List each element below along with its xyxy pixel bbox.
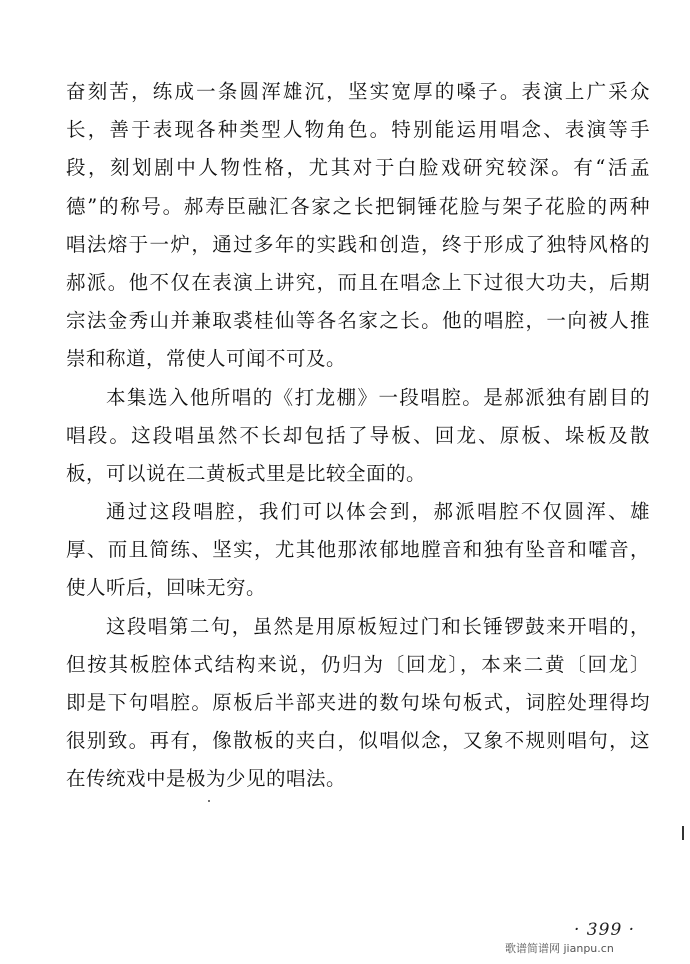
text-line: 唱段。这段唱虽然不长却包括了导板、回龙、原板、垛板及散 <box>66 423 650 447</box>
text-line: 在传统戏中是极为少见的唱法。 <box>66 767 347 791</box>
text-line: 奋刻苦，练成一条圆浑雄沉，坚实宽厚的嗓子。表演上广采众 <box>66 80 650 103</box>
text-line: 德”的称号。郝寿臣融汇各家之长把铜锤花脸与架子花脸的两种 <box>66 194 650 218</box>
text-line: 本集选入他所唱的《打龙棚》一段唱腔。是郝派独有剧目的 <box>106 385 650 409</box>
text-line: 段，刻划剧中人物性格，尤其对于白脸戏研究较深。有“活孟 <box>66 156 650 180</box>
scan-edge-mark <box>682 826 684 840</box>
body-text <box>66 73 650 799</box>
text-line: 厚、而且简练、坚实，尤其他那浓郁地膛音和独有坠音和嚯音， <box>66 538 650 562</box>
text-line: 使人听后，回味无穷。 <box>66 576 267 600</box>
text-line: 这段唱第二句，虽然是用原板短过门和长锤锣鼓来开唱的， <box>106 614 650 638</box>
text-line: 即是下句唱腔。原板后半部夹进的数句垛句板式，词腔处理得均 <box>66 691 650 714</box>
text-line: 很别致。再有，像散板的夹白，似唱似念，又象不规则唱句，这 <box>66 729 650 753</box>
text-line: 板，可以说在二黄板式里是比较全面的。 <box>66 461 427 485</box>
text-line: 郝派。他不仅在表演上讲究，而且在唱念上下过很大功夫，后期 <box>66 270 650 294</box>
text-line: 通过这段唱腔，我们可以体会到，郝派唱腔不仅圆浑、雄 <box>106 500 650 524</box>
page-number: · 399 · <box>574 920 636 940</box>
scan-speck <box>208 800 210 802</box>
text-line: 但按其板腔体式结构来说，仍归为〔回龙〕，本来二黄〔回龙〕 <box>66 652 650 676</box>
text-line: 崇和称道，常使人可闻不可及。 <box>66 347 347 371</box>
text-line: 唱法熔于一炉，通过多年的实践和创造，终于形成了独特风格的 <box>66 232 650 256</box>
watermark: 歌谱简谱网 jianpu.cn <box>505 942 614 955</box>
text-line: 长，善于表现各种类型人物角色。特别能运用唱念、表演等手 <box>66 118 650 142</box>
text-line: 宗法金秀山并兼取裘桂仙等各名家之长。他的唱腔，一向被人推 <box>66 309 650 333</box>
